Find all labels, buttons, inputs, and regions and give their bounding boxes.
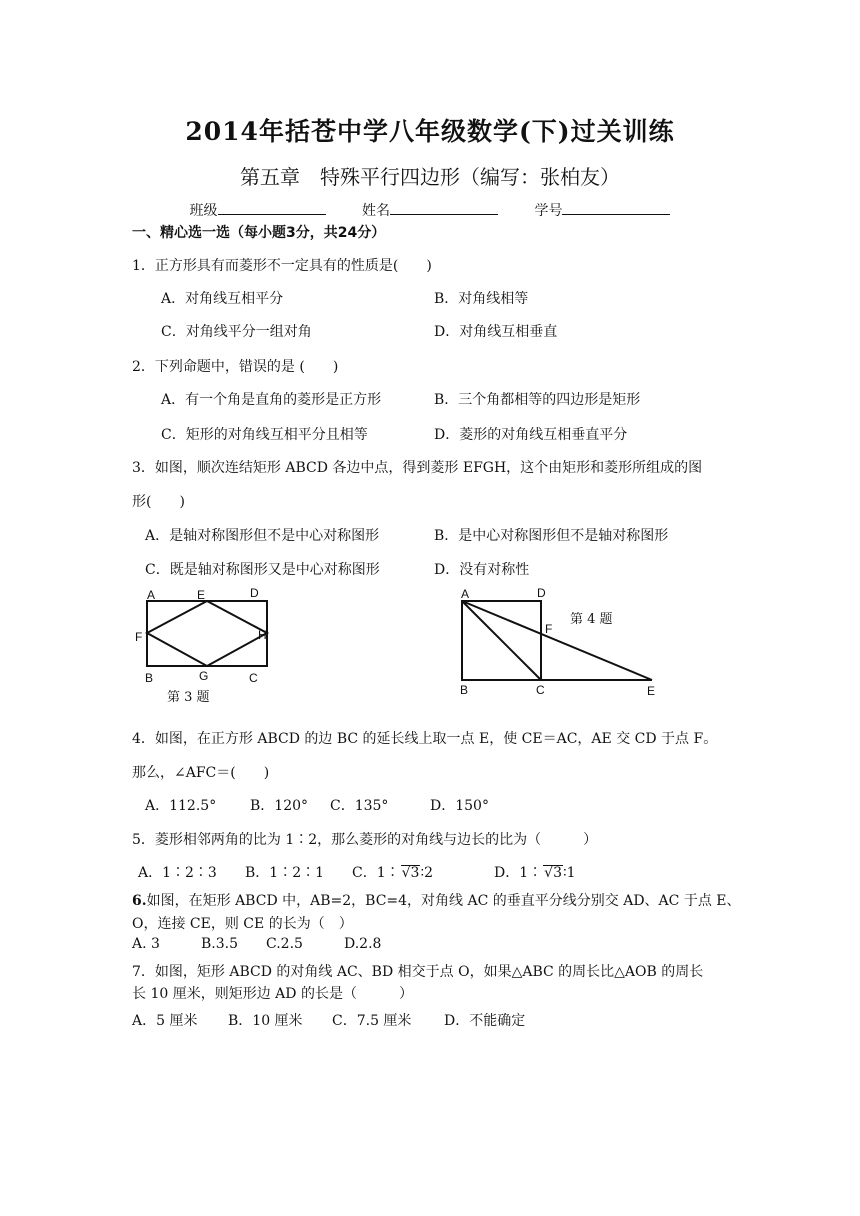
q5-c-radicand: 3 [410,865,420,881]
q5-d-prefix: D．1∶ [494,865,543,881]
q6-option-b: B.3.5 [201,936,239,952]
fig4-caption: 第 4 题 [570,612,613,627]
q6-stem-line1 [132,890,741,910]
name-label: 姓名 [362,203,390,219]
q5-d-radical: √3 [544,865,562,881]
id-label: 学号 [534,203,563,219]
fig3-caption: 第 3 题 [167,690,210,705]
q4-stem-line1: 4．如图，在正方形 ABCD 的边 BC 的延长线上取一点 E，使 CE＝AC，AE 交 CD 于点 F。 [132,731,718,747]
q5-option-c [352,862,433,882]
fig3-rhombus [147,601,267,666]
class-label: 班级 [189,203,218,219]
q5-c-prefix: C．1∶ [352,865,400,881]
q7-option-a: A．5 厘米 [132,1013,198,1029]
figure-4-square-triangle [450,583,670,701]
q6-option-d: D.2.8 [344,936,382,952]
q4-stem-line2: 那么，∠AFC＝( ) [132,765,270,781]
class-field [190,200,326,220]
q2-option-c: C．矩形的对角线互相平分且相等 [161,427,368,443]
q1-option-c: C．对角线平分一组对角 [161,324,312,340]
q5-c-suffix: ∶2 [420,865,434,881]
q7-stem-line1: 7．如图，矩形 ABCD 的对角线 AC、BD 相交于点 O，如果△ABC 的周长比△AOB 的周长 [132,964,704,980]
q5-c-radical: √3 [401,865,420,881]
q4-option-c: C．135° [330,798,389,814]
q4-option-a: A．112.5° [145,798,217,814]
page-title: 2014年括苍中学八年级数学(下)过关训练 [185,117,675,146]
q7-option-c: C．7.5 厘米 [332,1013,412,1029]
name-field [362,200,498,220]
q1-option-a: A．对角线互相平分 [161,291,284,307]
id-blank[interactable] [562,202,670,215]
fig3-label-e: E [197,588,206,602]
fig4-line-ae [462,601,652,680]
q6-option-a: A. 3 [132,936,160,952]
fig3-label-f: F [135,630,143,644]
id-field [534,200,670,220]
figure-3-rectangle-rhombus [125,583,285,709]
q3-stem-line1: 3．如图，顺次连结矩形 ABCD 各边中点，得到菱形 EFGH，这个由矩形和菱形所组成的图 [132,460,703,476]
q5-option-d [494,862,576,882]
q5-option-a: A．1∶2∶3 [138,865,217,881]
q5-option-b: B．1∶2∶1 [245,865,325,881]
q2-stem: 2．下列命题中，错误的是 ( ) [132,359,339,375]
q5-stem: 5．菱形相邻两角的比为 1∶2，那么菱形的对角线与边长的比为（ ） [132,832,598,848]
q7-option-d: D．不能确定 [444,1013,526,1029]
q3-option-c: C．既是轴对称图形又是中心对称图形 [145,562,380,578]
fig4-diagonal-ac [462,601,541,680]
class-blank[interactable] [218,202,326,215]
q3-stem-line2: 形( ) [132,494,185,510]
q7-option-b: B．10 厘米 [228,1013,303,1029]
q1-stem: 1．正方形具有而菱形不一定具有的性质是( ) [132,258,432,274]
fig3-label-h: H [258,628,267,642]
q3-option-b: B．是中心对称图形但不是轴对称图形 [434,528,669,544]
fig3-rectangle [147,601,267,666]
q7-stem-line2: 长 10 厘米，则矩形边 AD 的长是（ ） [132,986,413,1002]
fig3-label-b: B [145,671,154,685]
q1-option-b: B．对角线相等 [434,291,529,307]
fig4-label-a: A [461,587,470,601]
q2-option-a: A．有一个角是直角的菱形是正方形 [161,392,382,408]
q1-option-d: D．对角线互相垂直 [434,324,558,340]
fig3-label-c: C [249,671,258,685]
q6-option-c: C.2.5 [266,936,303,952]
fig4-label-b: B [460,683,469,697]
q4-option-d: D．150° [430,798,489,814]
q2-option-b: B．三个角都相等的四边形是矩形 [434,392,641,408]
fig4-label-d: D [537,586,546,600]
q5-d-suffix: ∶1 [562,865,576,881]
student-info-row [0,200,860,220]
q5-d-radicand: 3 [553,865,562,881]
q3-option-a: A．是轴对称图形但不是中心对称图形 [145,528,380,544]
name-blank[interactable] [390,202,498,215]
chapter-subtitle: 第五章 特殊平行四边形（编写：张柏友） [240,165,620,189]
q6-number: 6. [132,893,147,909]
q2-option-d: D．菱形的对角线互相垂直平分 [434,427,628,443]
fig4-label-c: C [536,683,545,697]
fig4-label-f: F [545,622,553,636]
section-heading: 一、精心选一选（每小题3分，共24分） [132,225,386,241]
q4-option-b: B．120° [250,798,309,814]
fig3-label-d: D [250,586,259,600]
fig3-label-g: G [199,669,209,683]
q3-option-d: D．没有对称性 [434,562,530,578]
fig3-label-a: A [147,588,156,602]
q6-stem-text: 如图，在矩形 ABCD 中，AB=2，BC=4，对角线 AC 的垂直平分线分别交 AD、AC 于点 E、 [146,893,741,909]
q6-stem-line2: O，连接 CE，则 CE 的长为（ ） [132,916,353,932]
fig4-label-e: E [647,684,656,698]
